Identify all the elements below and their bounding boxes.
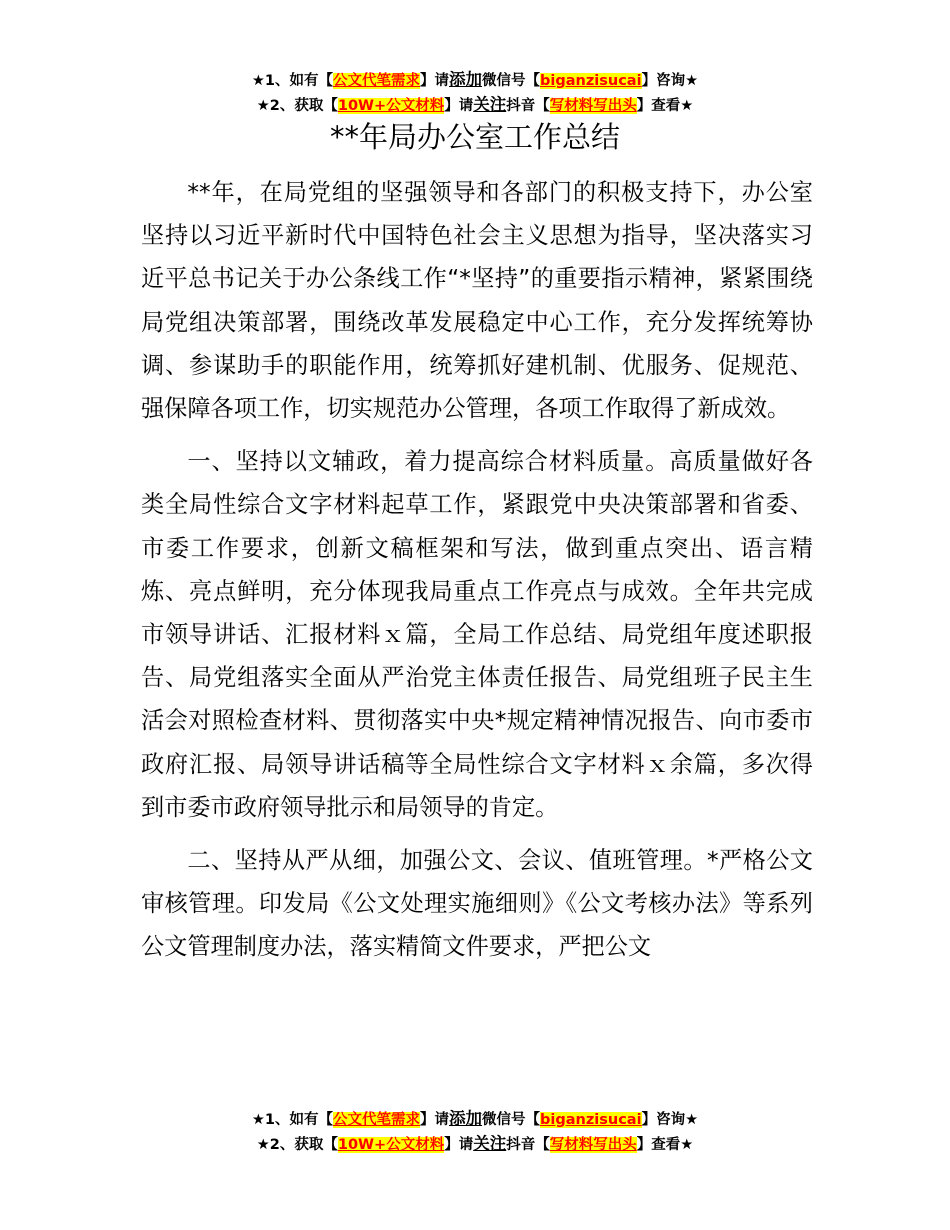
highlight-douyin-account: 写材料写出头 — [549, 1137, 637, 1153]
highlight-service: 公文代笔需求 — [333, 73, 421, 89]
banner-text: 抖音【 — [506, 98, 550, 114]
highlight-materials: 10W+公文材料 — [337, 1137, 445, 1153]
document-body — [141, 171, 813, 979]
banner-text: ★1、如有【 — [251, 73, 334, 89]
footer-banner — [0, 1107, 950, 1157]
highlight-wechat-id: biganzisucai — [540, 1112, 642, 1128]
banner-emphasis: 关注 — [473, 95, 507, 114]
banner-text: ★1、如有【 — [251, 1112, 334, 1128]
header-banner-line-2 — [0, 93, 950, 118]
header-banner — [0, 68, 950, 118]
banner-emphasis: 关注 — [473, 1134, 507, 1153]
banner-emphasis: 添加 — [449, 1109, 483, 1128]
banner-text: 】请 — [444, 98, 474, 114]
banner-text: 】查看★ — [636, 1137, 694, 1153]
highlight-douyin-account: 写材料写出头 — [549, 98, 637, 114]
banner-text: ★2、获取【 — [256, 1137, 338, 1153]
header-banner-line-1 — [0, 68, 950, 93]
banner-text: 】请 — [444, 1137, 474, 1153]
highlight-materials: 10W+公文材料 — [337, 98, 445, 114]
banner-text: 】查看★ — [636, 98, 694, 114]
document-title: **年局办公室工作总结 — [329, 120, 620, 154]
footer-banner-line-2 — [0, 1132, 950, 1157]
banner-text: ★2、获取【 — [256, 98, 338, 114]
banner-text: 】咨询★ — [641, 1112, 699, 1128]
paragraph-section-1: 一、坚持以文辅政，着力提高综合材料质量。高质量做好各类全局性综合文字材料起草工作，紧跟党中央决策部署和省委、市委工作要求，创新文稿框架和写法，做到重点突出、语言精炼、亮点鲜明，充分体现我局重点工作亮点与成效。全年共完成市领导讲话、汇报材料ｘ篇，全局工作总结、局党组年度述职报告、局党组落实全面从严治党主体责任报告、局党组班子民主生活会对照检查材料、贯彻落实中央*规定精神情况报告、向市委市政府汇报、局领导讲话稿等全局性综合文字材料ｘ余篇，多次得到市委市政府领导批示和局领导的肯定。 — [141, 448, 813, 821]
banner-text: 】请 — [420, 1112, 450, 1128]
highlight-wechat-id: biganzisucai — [540, 73, 642, 89]
paragraph-section-2: 二、坚持从严从细，加强公文、会议、值班管理。*严格公文审核管理。印发局《公文处理实施细则》《公文考核办法》等系列公文管理制度办法，落实精简文件要求，严把公文 — [141, 847, 813, 961]
banner-text: 微信号【 — [482, 73, 541, 89]
paragraph-intro: **年，在局党组的坚强领导和各部门的积极支持下，办公室坚持以习近平新时代中国特色社会主义思想为指导，坚决落实习近平总书记关于办公条线工作“*坚持”的重要指示精神，紧紧围绕局党组决策部署，围绕改革发展稳定中心工作，充分发挥统筹协调、参谋助手的职能作用，统筹抓好建机制、优服务、促规范、强保障各项工作，切实规范办公管理，各项工作取得了新成效。 — [141, 179, 813, 423]
banner-text: 抖音【 — [506, 1137, 550, 1153]
banner-text: 】请 — [420, 73, 450, 89]
footer-banner-line-1 — [0, 1107, 950, 1132]
banner-emphasis: 添加 — [449, 70, 483, 89]
highlight-service: 公文代笔需求 — [333, 1112, 421, 1128]
banner-text: 微信号【 — [482, 1112, 541, 1128]
banner-text: 】咨询★ — [641, 73, 699, 89]
